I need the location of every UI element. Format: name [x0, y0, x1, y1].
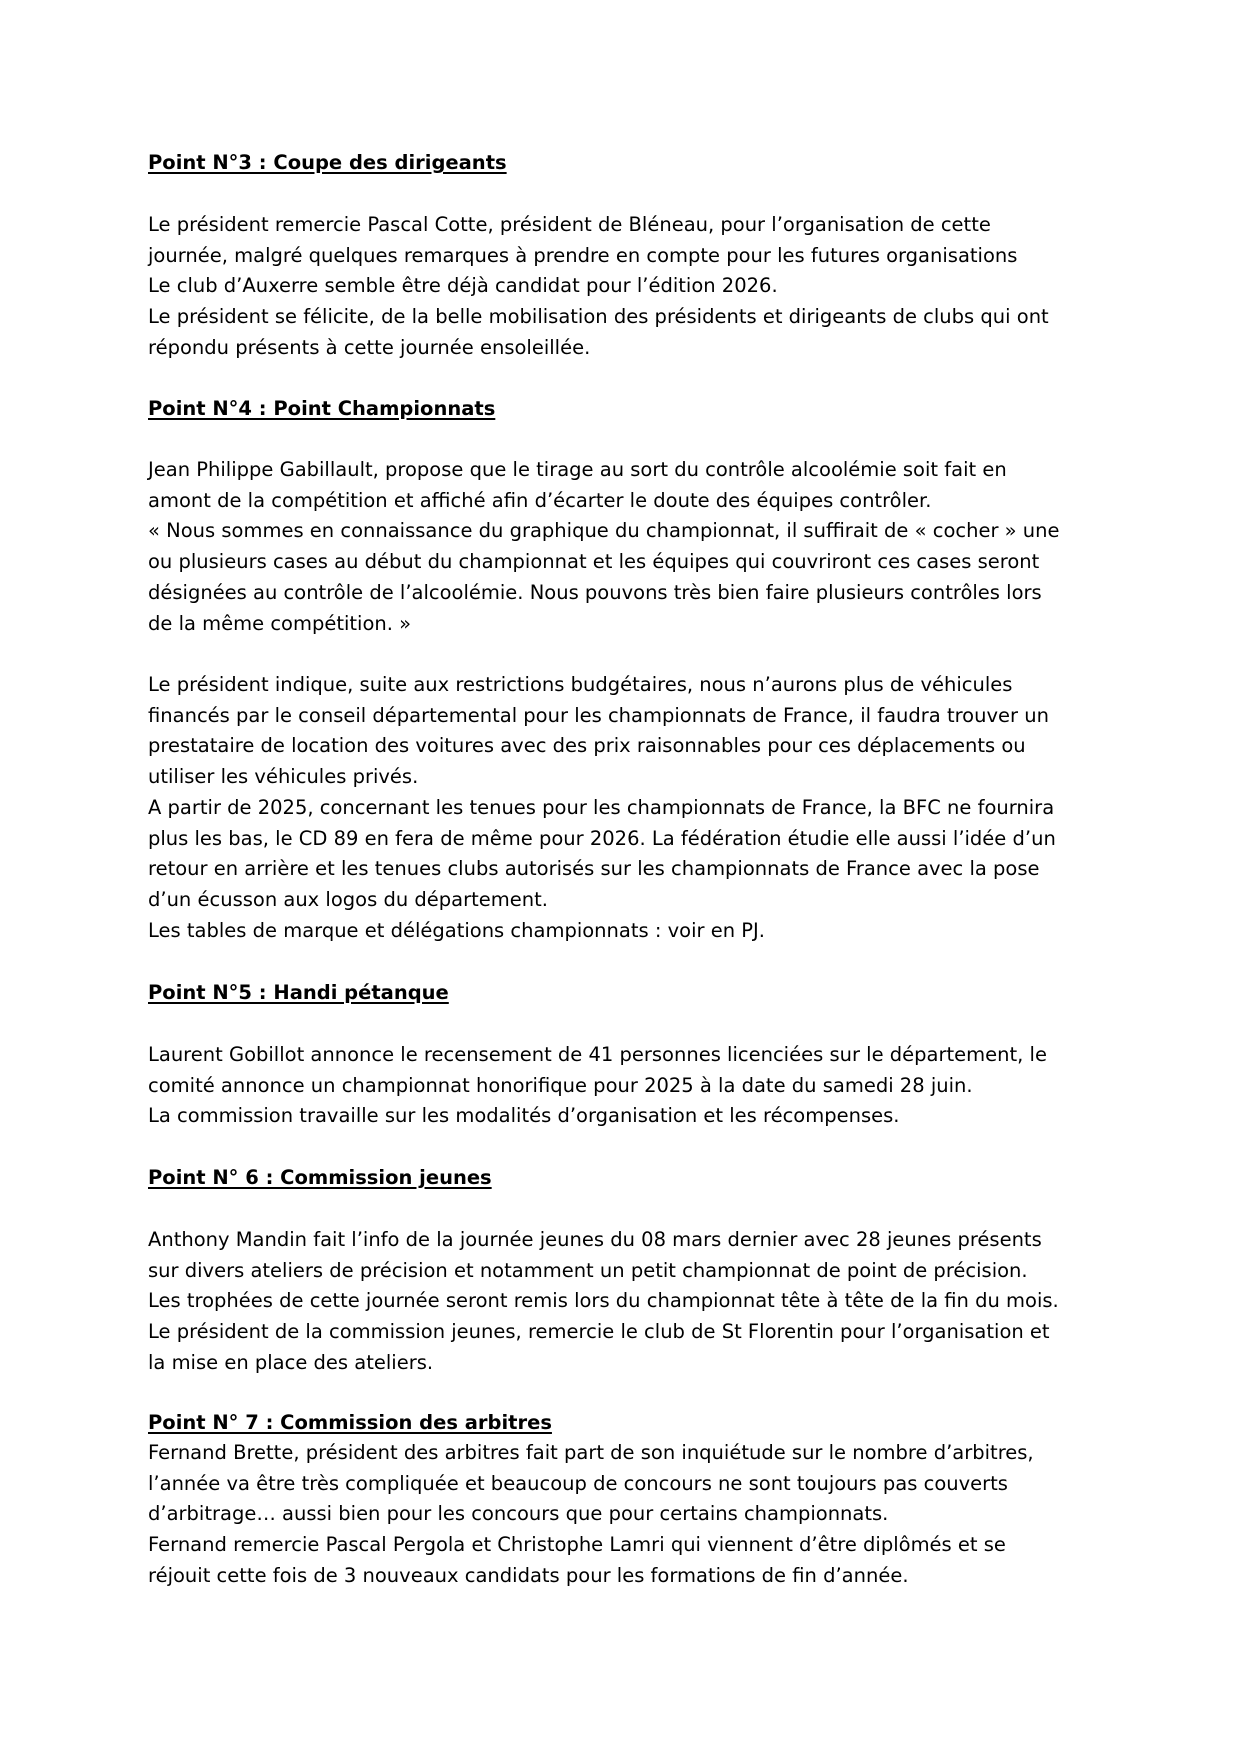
section-point-3-heading — [148, 147, 1108, 178]
text-line: d’arbitrage… aussi bien pour les concours que pour certains championnats. — [148, 1502, 889, 1526]
text-line: Le président de la commission jeunes, remercie le club de St Florentin pour l’organisation et — [148, 1320, 1050, 1344]
text-line: journée, malgré quelques remarques à prendre en compte pour les futures organisations — [148, 243, 1018, 267]
text-line: Fernand remercie Pascal Pergola et Christophe Lamri qui viennent d’être diplômés et se — [148, 1533, 1006, 1557]
section-point-6-heading — [148, 1162, 1108, 1193]
section-point-4-body-2 — [148, 670, 1108, 946]
text-line: sur divers ateliers de précision et notamment un petit championnat de point de précision. — [148, 1258, 1028, 1282]
text-line: amont de la compétition et affiché afin d’écarter le doute des équipes contrôler. — [148, 488, 932, 512]
text-line: utiliser les véhicules privés. — [148, 765, 419, 789]
text-line: Les trophées de cette journée seront remis lors du championnat tête à tête de la fin du mois. — [148, 1289, 1059, 1313]
section-point-5-body — [148, 1040, 1108, 1132]
text-line: Le président indique, suite aux restrictions budgétaires, nous n’aurons plus de véhicules — [148, 673, 1013, 696]
text-line: plus les bas, le CD 89 en fera de même pour 2026. La fédération étudie elle aussi l’idée d’un — [148, 826, 1056, 850]
section-point-6-body — [148, 1225, 1108, 1379]
text-line: Anthony Mandin fait l’info de la journée jeunes du 08 mars dernier avec 28 jeunes présents — [148, 1228, 1042, 1251]
text-line: la mise en place des ateliers. — [148, 1350, 434, 1374]
section-point-3-body — [148, 210, 1108, 364]
section-heading: Point N° 6 : Commission jeunes — [148, 1166, 492, 1189]
section-heading: Point N°3 : Coupe des dirigeants — [148, 151, 507, 174]
text-line: financés par le conseil départemental pour les championnats de France, il faudra trouver un — [148, 703, 1049, 727]
text-line: Laurent Gobillot annonce le recensement de 41 personnes licenciées sur le département, le — [148, 1043, 1047, 1066]
text-line: La commission travaille sur les modalités d’organisation et les récompenses. — [148, 1104, 900, 1128]
section-heading: Point N° 7 : Commission des arbitres — [148, 1411, 552, 1434]
section-point-5-heading — [148, 977, 1108, 1008]
text-line: comité annonce un championnat honorifique pour 2025 à la date du samedi 28 juin. — [148, 1073, 973, 1097]
section-point-4-body-1 — [148, 455, 1108, 639]
text-line: A partir de 2025, concernant les tenues pour les championnats de France, la BFC ne fournira — [148, 795, 1055, 819]
text-line: Jean Philippe Gabillault, propose que le tirage au sort du contrôle alcoolémie soit fait en — [148, 458, 1007, 481]
text-line: ou plusieurs cases au début du championnat et les équipes qui couvriront ces cases seront — [148, 550, 1040, 574]
text-line: l’année va être très compliquée et beaucoup de concours ne sont toujours pas couverts — [148, 1471, 1008, 1495]
text-line: Fernand Brette, président des arbitres fait part de son inquiétude sur le nombre d’arbitres, — [148, 1441, 1034, 1464]
text-line: Les tables de marque et délégations championnats : voir en PJ. — [148, 918, 765, 942]
text-line: réjouit cette fois de 3 nouveaux candidats pour les formations de fin d’année. — [148, 1563, 909, 1587]
text-line: répondu présents à cette journée ensoleillée. — [148, 335, 591, 359]
text-line: « Nous sommes en connaissance du graphique du championnat, il suffirait de « cocher » une — [148, 519, 1060, 543]
text-line: Le club d’Auxerre semble être déjà candidat pour l’édition 2026. — [148, 274, 778, 298]
section-heading: Point N°5 : Handi pétanque — [148, 981, 449, 1004]
text-line: retour en arrière et les tenues clubs autorisés sur les championnats de France avec la pose — [148, 857, 1040, 881]
text-line: Le président se félicite, de la belle mobilisation des présidents et dirigeants de clubs qui ont — [148, 305, 1049, 329]
text-line: Le président remercie Pascal Cotte, président de Bléneau, pour l’organisation de cette — [148, 213, 991, 236]
section-point-4-heading — [148, 393, 1108, 424]
section-point-7 — [148, 1407, 1108, 1592]
text-line: prestataire de location des voitures avec des prix raisonnables pour ces déplacements ou — [148, 734, 1026, 758]
section-heading: Point N°4 : Point Championnats — [148, 397, 496, 420]
text-line: désignées au contrôle de l’alcoolémie. Nous pouvons très bien faire plusieurs contrôles lors — [148, 580, 1042, 604]
text-line: de la même compétition. » — [148, 611, 412, 635]
text-line: d’un écusson aux logos du département. — [148, 887, 548, 911]
